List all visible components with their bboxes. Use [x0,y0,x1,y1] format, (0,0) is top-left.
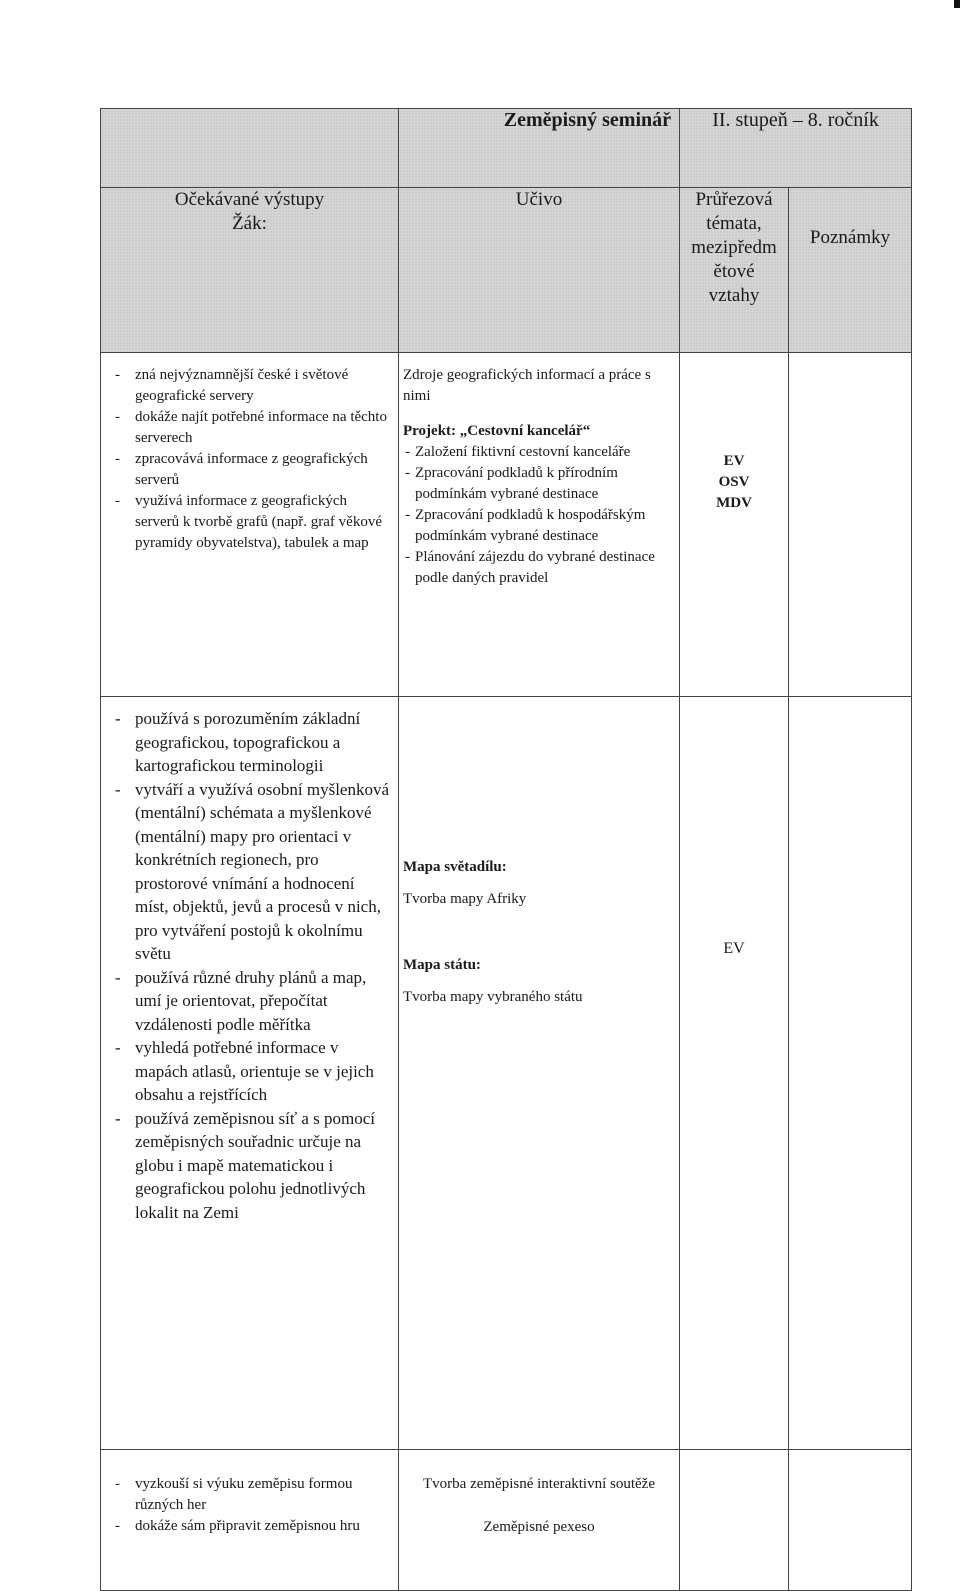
table-row [101,353,912,697]
header-outcomes-line2: Žák: [232,213,267,234]
list-item: - vyzkouší si výuku zeměpisu formou různých her [115,1474,398,1516]
content-heading-continent: Mapa světadílu: [403,859,507,875]
outcomes-list [101,1474,398,1537]
project-list [403,442,673,589]
cross-topic: MDV [716,495,752,511]
header-content: Učivo [399,188,680,353]
header-cross-line5: vztahy [708,285,760,306]
list-item: - Zpracování podkladů k hospodářským podmínkám vybrané destinace [403,505,673,547]
outcomes-cell [101,1450,399,1591]
header-cross-line4: ětové [713,261,755,282]
outcomes-list [101,365,392,554]
content-cell [399,697,680,1450]
scan-corner-mark [954,0,960,8]
title-blank-cell [101,109,399,188]
list-item: - používá zeměpisnou síť a s pomocí zeměpisných souřadnic určuje na globu i mapě matematickou i geografickou polohu jednotlivých lokalit na Zemi [115,1107,392,1225]
header-cross-line2: témata, [706,213,762,234]
list-item: - Plánování zájezdu do vybrané destinace podle daných pravidel [403,547,673,589]
grade-title: II. stupeň – 8. ročník [680,109,912,188]
list-item: - používá různé druhy plánů a map, umí je orientovat, přepočítat vzdálenosti podle měřítka [115,966,392,1037]
notes-cell [789,697,912,1450]
table-row [101,697,912,1450]
list-item: - zpracovává informace z geografických serverů [115,449,392,491]
list-item: - používá s porozuměním základní geografickou, topografickou a kartografickou terminologii [115,707,392,778]
content-cell [399,353,680,697]
list-item: - Zpracování podkladů k přírodním podmínkám vybrané destinace [403,463,673,505]
outcomes-list [101,707,392,1224]
content-text: Zeměpisné pexeso [483,1519,595,1535]
content-intro: Zdroje geografických informací a práce s nimi [403,367,651,404]
list-item: - Založení fiktivní cestovní kanceláře [403,442,673,463]
cross-topics-cell [680,1450,789,1591]
table-row [101,1450,912,1591]
list-item: - vytváří a využívá osobní myšlenková (mentální) schémata a myšlenkové (mentální) mapy pro orientaci v konkrétních regionech, pro prostorové vnímání a hodnocení míst, objektů, jevů a procesů v nich, pro vytváření postojů k okolnímu světu [115,778,392,966]
cross-topics-cell: EV [680,697,789,1450]
header-row [101,188,912,353]
header-cross-line3: mezipředm [691,237,777,258]
header-outcomes [101,188,399,353]
subject-title: Zeměpisný seminář [399,109,680,188]
outcomes-cell [101,353,399,697]
curriculum-table [100,108,912,1591]
header-notes: Poznámky [789,188,912,353]
list-item: - vyhledá potřebné informace v mapách atlasů, orientuje se v jejich obsahu a rejstřících [115,1036,392,1107]
list-item: - dokáže najít potřebné informace na těchto serverech [115,407,392,449]
outcomes-cell [101,697,399,1450]
title-row [101,109,912,188]
notes-cell [789,1450,912,1591]
content-text: Tvorba zeměpisné interaktivní soutěže [423,1476,655,1492]
header-cross-line1: Průřezová [695,189,773,210]
list-item: - dokáže sám připravit zeměpisnou hru [115,1516,398,1537]
cross-topic: EV [723,453,745,469]
cross-topics-cell [680,353,789,697]
content-text-state: Tvorba mapy vybraného státu [403,989,583,1005]
project-title: Projekt: „Cestovní kancelář“ [403,423,591,439]
cross-topic: OSV [718,474,750,490]
list-item: - zná nejvýznamnější české i světové geografické servery [115,365,392,407]
notes-cell [789,353,912,697]
header-outcomes-line1: Očekávané výstupy [174,189,325,210]
header-cross-topics [680,188,789,353]
list-item: - využívá informace z geografických serverů k tvorbě grafů (např. graf věkové pyramidy obyvatelstva), tabulek a map [115,491,392,554]
content-cell [399,1450,680,1591]
content-heading-state: Mapa státu: [403,957,481,973]
content-text-continent: Tvorba mapy Afriky [403,891,527,907]
